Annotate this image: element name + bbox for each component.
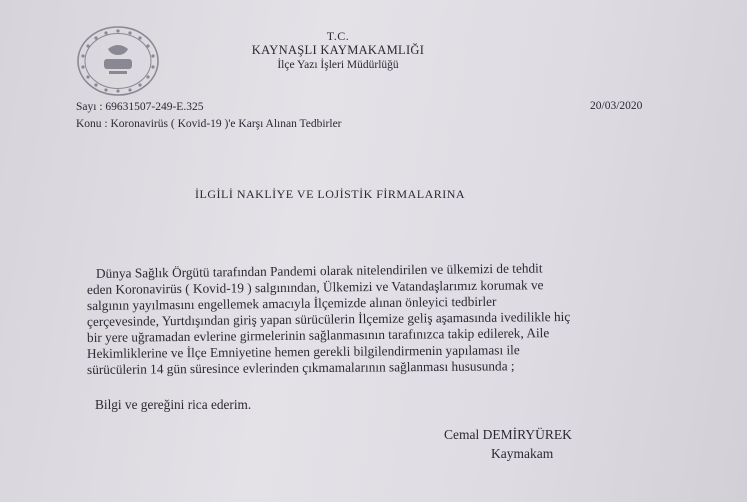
body-line: bir yere uğramadan evlerine girmelerinin sağlanmasının tarafınızca takip edilerek, Aile: [86, 325, 550, 345]
letter-body: [86, 260, 690, 378]
reference-number: Sayı : 69631507-249-E.325: [76, 101, 204, 113]
body-line: Hekimliklerine ve İlçe Emniyetine hemen gerekli bilgilendirmenin yapılaması ile: [86, 342, 520, 361]
signatory-title: Kaymakam: [491, 446, 554, 461]
body-line: sürücülerin 14 gün süresince evlerinden çıkmamalarının sağlanması hususunda ;: [86, 358, 515, 377]
addressee: İLGİLİ NAKLİYE VE LOJİSTİK FİRMALARINA: [195, 187, 466, 201]
header-department: İlçe Yazı İşleri Müdürlüğü: [277, 59, 399, 71]
closing-line: Bilgi ve gereğini rica ederim.: [95, 397, 252, 412]
body-line: Dünya Sağlık Örgütü tarafından Pandemi olarak nitelendirilen ve ülkemizi de tehdit: [95, 260, 543, 281]
header-institution: KAYNAŞLI KAYMAKAMLIĞI: [251, 43, 425, 57]
signatory-name: Cemal DEMİRYÜREK: [444, 427, 572, 442]
header-tc: T.C.: [326, 29, 350, 43]
emblem-seal-icon: [76, 25, 160, 97]
body-line: çerçevesinde, Yurtdışından giriş yapan sürücülerin İlçemize geliş aşamasında ivedilikle hiç: [86, 308, 571, 329]
letter-date: 20/03/2020: [590, 100, 643, 112]
body-line: salgının yayılmasını engellemek amacıyla İlçemizde alınan önleyici tedbirler: [86, 293, 497, 313]
body-line: eden Koronavirüs ( Kovid-19 ) salgınından, Ülkemizi ve Vatandaşlarımız korumak ve: [86, 277, 544, 297]
subject-line: Konu : Koronavirüs ( Kovid-19 )'e Karşı Alınan Tedbirler: [76, 118, 342, 130]
